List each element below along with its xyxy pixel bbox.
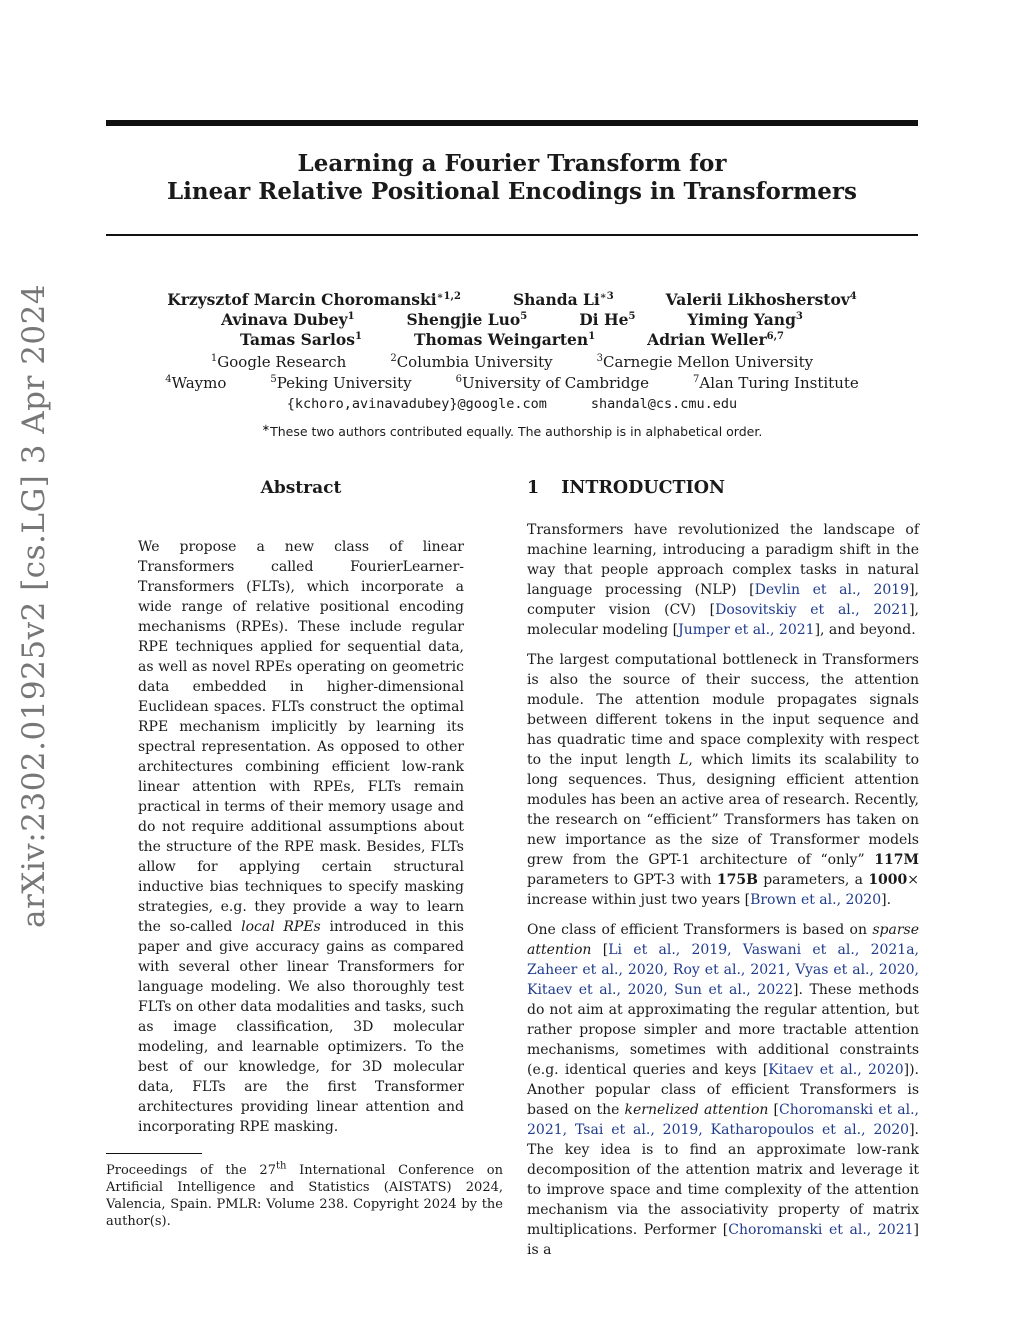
- citation-link[interactable]: Kitaev et al., 2020: [768, 1062, 904, 1078]
- citation-link[interactable]: Devlin et al., 2019: [754, 582, 910, 598]
- title-bottom-rule: [106, 234, 918, 236]
- affiliation: $^5$Peking University: [270, 374, 412, 392]
- affiliation: $^1$Google Research: [210, 353, 347, 371]
- title-top-rule: [106, 120, 918, 126]
- citation-link[interactable]: Choromanski et al., 2021, Tsai et al., 2019, Katharopoulos et al., 2020: [527, 1102, 919, 1138]
- affiliation-row: [106, 373, 918, 394]
- email: {kchoro,avinavadubey}@google.com: [286, 396, 547, 412]
- email-row: [106, 394, 918, 415]
- equal-contribution-note: ∗These two authors contributed equally. The authorship is in alphabetical order.: [261, 422, 763, 439]
- affiliation: $^6$University of Cambridge: [455, 374, 650, 392]
- author: Shanda $Li^{∗3}$: [512, 290, 614, 309]
- paragraph: One class of efficient Transformers is based on sparse attention [Li et al., 2019, Vaswani et al., 2021a, Zaheer et al., 2020, Roy et al., 2021, Vyas et al., 2020, Kitaev et al., 2020, Sun et al., 2022]. These methods do not aim at approximating the regular attention, but rather propose simpler and more tractable attention mechanisms, sometimes with additional constraints (e.g. identical queries and keys [Kitaev et al., 2020]). Another popular class of efficient Transformers is based on the kernelized attention [Choromanski et al., 2021, Tsai et al., 2019, Katharopoulos et al., 2020]. The key idea is to find an approximate low-rank decomposition of the attention matrix and leverage it to improve space and time complexity of the attention mechanism via the associativity property of matrix multiplications. Performer [Choromanski et al., 2021] is a: [527, 922, 920, 1258]
- author: Avinava Dubey$^1$: [221, 310, 355, 329]
- author: Yiming Yang$^3$: [687, 310, 803, 329]
- abstract-heading: Abstract: [260, 478, 342, 498]
- introduction-body: [527, 520, 919, 1270]
- author: Thomas Weingarten$^1$: [413, 330, 596, 349]
- section-title: INTRODUCTION: [561, 478, 725, 498]
- author: Adrian Weller$^{6,7}$: [647, 330, 785, 349]
- affiliations: [106, 352, 918, 415]
- affiliation: $^3$Carnegie Mellon University: [596, 353, 814, 371]
- affiliation: $^4$Waymo: [165, 374, 227, 392]
- paragraph: The largest computational bottleneck in Transformers is also the source of their success, the attention module. The attention module propagates signals between different tokens in the input sequence and has quadratic time and space complexity with respect to the input length L, which limits its scalability to long sequences. Thus, designing efficient attention modules has been an active area of research. Recently, the research on “efficient” Transformers has taken on new importance as the size of Transformer models grew from the GPT-1 architecture of “only” 117M parameters to GPT-3 with 175B parameters, a 1000× increase within just two years [Brown et al., 2020].: [527, 652, 920, 908]
- title-line-2: Linear Relative Positional Encodings in Transformers: [167, 178, 857, 205]
- author-row: [106, 330, 918, 350]
- section-number: 1: [527, 478, 540, 498]
- citation-link[interactable]: Jumper et al., 2021: [678, 622, 815, 638]
- arxiv-side-label: arXiv:2302.01925v2 [cs.LG] 3 Apr 2024: [16, 283, 52, 928]
- author: Valerii Likhosherstov$^4$: [665, 290, 857, 309]
- citation-link[interactable]: Choromanski et al., 2021: [728, 1222, 914, 1238]
- author: Krzysztof Marcin Choromanski$^{∗1,2}$: [167, 290, 461, 309]
- citation-link[interactable]: Brown et al., 2020: [750, 892, 882, 908]
- title-line-1: Learning a Fourier Transform for: [297, 150, 727, 177]
- proceedings-footnote: Proceedings of the 27th International Conference on Artificial Intelligence and Statistics (AISTATS) 2024, Valencia, Spain. PMLR: Volume 238. Copyright 2024 by the author(s).: [106, 1160, 503, 1229]
- affiliation: $^2$Columbia University: [390, 353, 553, 371]
- author-row: [106, 290, 918, 310]
- author: Di He$^5$: [579, 310, 636, 329]
- author-list: [106, 290, 918, 350]
- abstract-body: We propose a new class of linear Transformers called FourierLearner-Transformers (FLTs), which incorporate a wide range of relative positional encoding mechanisms (RPEs). These include regular RPE techniques applied for sequential data, as well as novel RPEs operating on geometric data embedded in higher-dimensional Euclidean spaces. FLTs construct the optimal RPE mechanism implicitly by learning its spectral representation. As opposed to other architectures combining efficient low-rank linear attention with RPEs, FLTs remain practical in terms of their memory usage and do not require additional assumptions about the structure of the RPE mask. Besides, FLTs allow for applying certain structural inductive bias techniques to specify masking strategies, e.g. they provide a way to learn the so-called local RPEs introduced in this paper and give accuracy gains as compared with several other linear Transformers for language modeling. We also thoroughly test FLTs on other data modalities and tasks, such as image classification, 3D molecular modeling, and learnable optimizers. To the best of our knowledge, for 3D molecular data, FLTs are the first Transformer architectures providing linear attention and incorporating RPE masking.: [138, 539, 464, 1135]
- affiliation: $^7$Alan Turing Institute: [693, 374, 859, 392]
- author: Tamas Sarlos$^1$: [239, 330, 362, 349]
- author: Shengjie Luo$^5$: [406, 310, 528, 329]
- email: shandal@cs.cmu.edu: [590, 396, 738, 412]
- author-row: [106, 310, 918, 330]
- affiliation-row: [106, 352, 918, 373]
- paper-title: [106, 150, 918, 206]
- section-heading: [527, 478, 725, 498]
- paragraph: Transformers have revolutionized the landscape of machine learning, introducing a paradigm shift in the way that people approach complex tasks in natural language processing (NLP) [Devlin et al., 2019], computer vision (CV) [Dosovitskiy et al., 2021], molecular modeling [Jumper et al., 2021], and beyond.: [527, 522, 919, 638]
- footnote-rule: [106, 1153, 202, 1154]
- citation-link[interactable]: Dosovitskiy et al., 2021: [715, 602, 910, 618]
- citation-link[interactable]: Li et al., 2019, Vaswani et al., 2021a, Zaheer et al., 2020, Roy et al., 2021, Vyas et al., 2020, Kitaev et al., 2020, Sun et al., 2022: [527, 942, 919, 998]
